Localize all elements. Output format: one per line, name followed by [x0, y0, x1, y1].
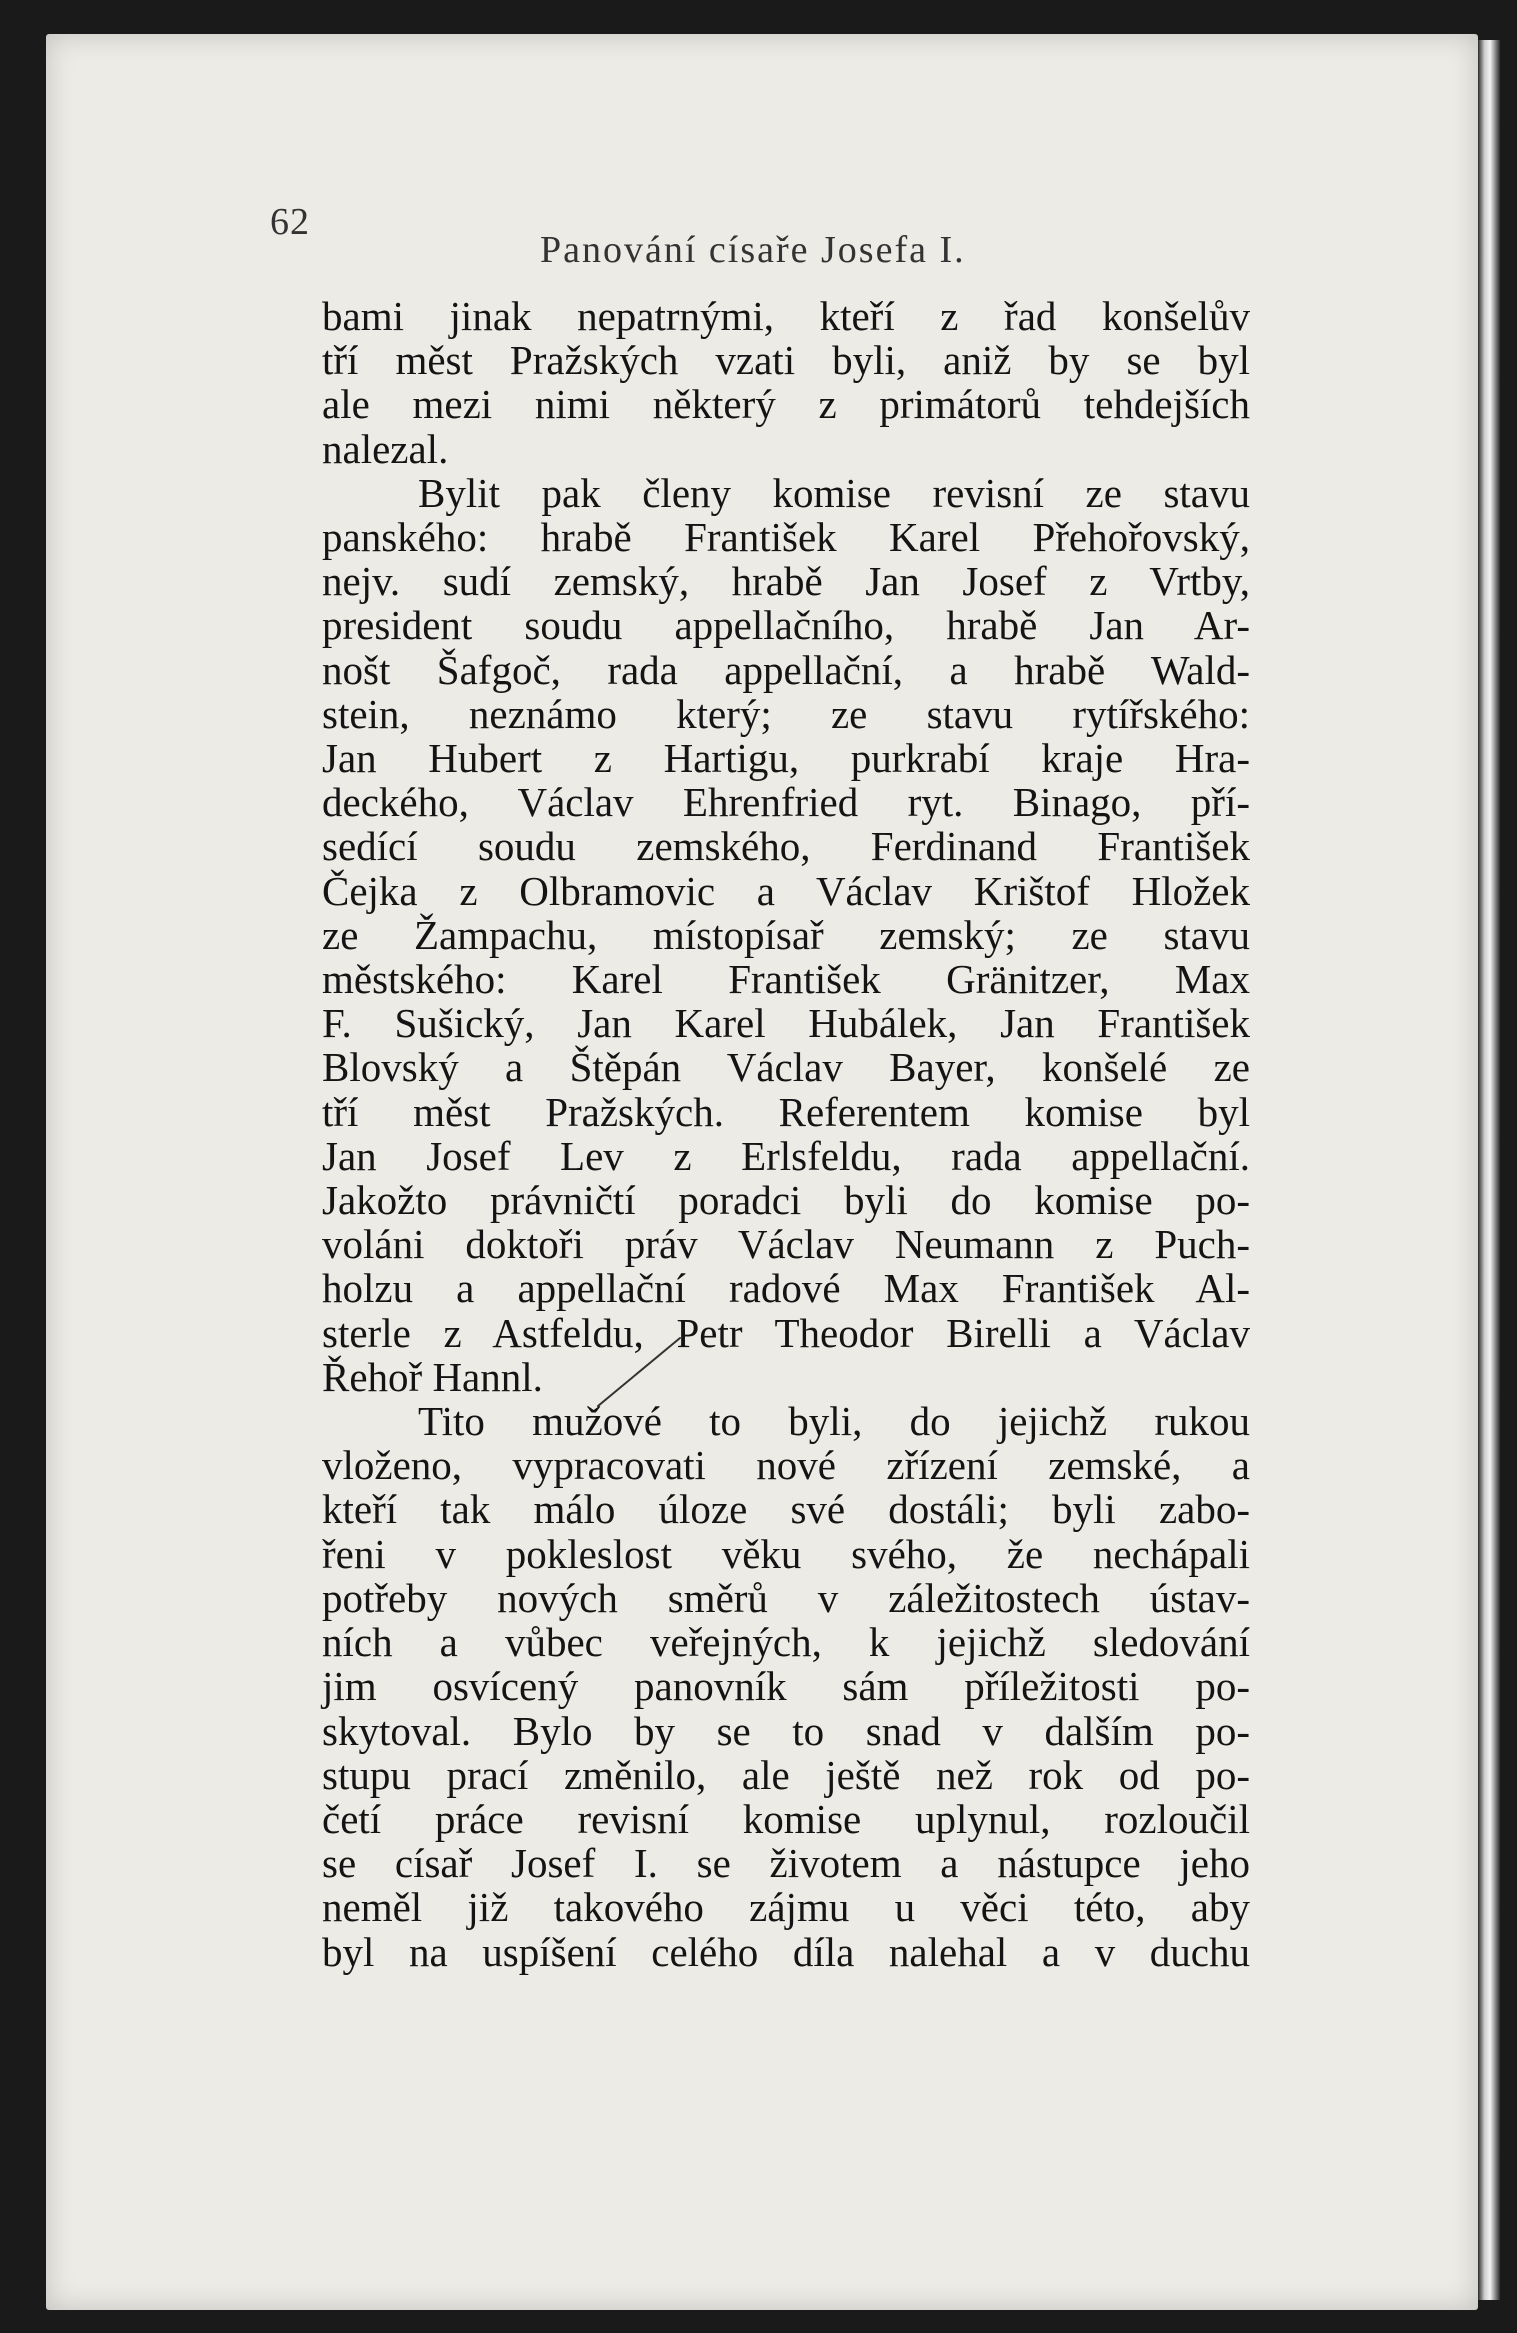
text-line: bami jinak nepatrnými, kteří z řad konšelův: [322, 293, 1250, 339]
text-line: Jan Josef Lev z Erlsfeldu, rada appellační.: [322, 1132, 1250, 1179]
text-line: četí práce revisní komise uplynul, rozloučil: [322, 1795, 1250, 1842]
text-line: neměl již takového zájmu u věci této, aby: [322, 1884, 1250, 1931]
text-line: holzu a appellační radové Max František Al-: [322, 1265, 1250, 1312]
text-line: Tito mužové to byli, do jejichž rukou: [418, 1398, 1250, 1445]
text-line: jim osvícený panovník sám příležitosti po-: [322, 1663, 1250, 1710]
page-number: 62: [270, 201, 310, 243]
text-line: skytoval. Bylo by se to snad v dalším po-: [322, 1707, 1250, 1754]
text-line: nošt Šafgoč, rada appellační, a hrabě Wald-: [322, 646, 1250, 693]
text-line: stein, neznámo který; ze stavu rytířského:: [322, 690, 1250, 737]
pencil-mark: [580, 1334, 700, 1414]
text-line: Blovský a Štěpán Václav Bayer, konšelé ze: [322, 1044, 1250, 1091]
text-line: president soudu appellačního, hrabě Jan Ar-: [322, 602, 1250, 649]
text-line: kteří tak málo úloze své dostáli; byli zabo-: [322, 1486, 1250, 1533]
text-line: byl na uspíšení celého díla nalehal a v duchu: [322, 1928, 1250, 1975]
text-line: deckého, Václav Ehrenfried ryt. Binago, pří-: [322, 779, 1250, 826]
text-line: Jan Hubert z Hartigu, purkrabí kraje Hra-: [322, 735, 1250, 782]
text-line: se císař Josef I. se životem a nástupce jeho: [322, 1840, 1250, 1887]
text-line: nalezal.: [322, 425, 449, 472]
text-line: voláni doktoři práv Václav Neumann z Puch-: [322, 1221, 1250, 1268]
page-right-edge: [1478, 40, 1500, 2300]
running-title: Panování císaře Josefa I.: [540, 229, 966, 271]
text-line: sedící soudu zemského, Ferdinand František: [322, 823, 1250, 870]
text-line: potřeby nových směrů v záležitostech ústav-: [322, 1574, 1250, 1621]
text-line: ale mezi nimi některý z primátorů tehdejších: [322, 381, 1250, 428]
text-line: Řehoř Hannl.: [322, 1353, 543, 1400]
text-line: ních a vůbec veřejných, k jejichž sledování: [322, 1619, 1250, 1666]
text-line: Bylit pak členy komise revisní ze stavu: [418, 469, 1250, 516]
text-line: stupu prací změnilo, ale ještě než rok od po-: [322, 1751, 1250, 1798]
text-line: sterle z Astfeldu, Petr Theodor Birelli a Václav: [322, 1309, 1250, 1356]
text-line: tří měst Pražských vzati byli, aniž by se byl: [322, 337, 1250, 384]
text-line: ze Žampachu, místopísař zemský; ze stavu: [322, 911, 1250, 958]
text-line: nejv. sudí zemský, hrabě Jan Josef z Vrtby,: [322, 558, 1250, 605]
text-line: vloženo, vypracovati nové zřízení zemské, a: [322, 1442, 1250, 1489]
text-line: F. Sušický, Jan Karel Hubálek, Jan František: [322, 1000, 1250, 1047]
text-line: městského: Karel František Gränitzer, Max: [322, 956, 1250, 1003]
text-line: Jakožto právničtí poradci byli do komise po-: [322, 1177, 1250, 1224]
text-line: řeni v pokleslost věku svého, že nechápali: [322, 1530, 1250, 1577]
body-text: [322, 294, 1250, 1974]
text-line: Čejka z Olbramovic a Václav Krištof Hložek: [322, 867, 1250, 914]
text-line: tří měst Pražských. Referentem komise byl: [322, 1088, 1250, 1135]
text-line: panského: hrabě František Karel Přehořovský,: [322, 514, 1250, 561]
